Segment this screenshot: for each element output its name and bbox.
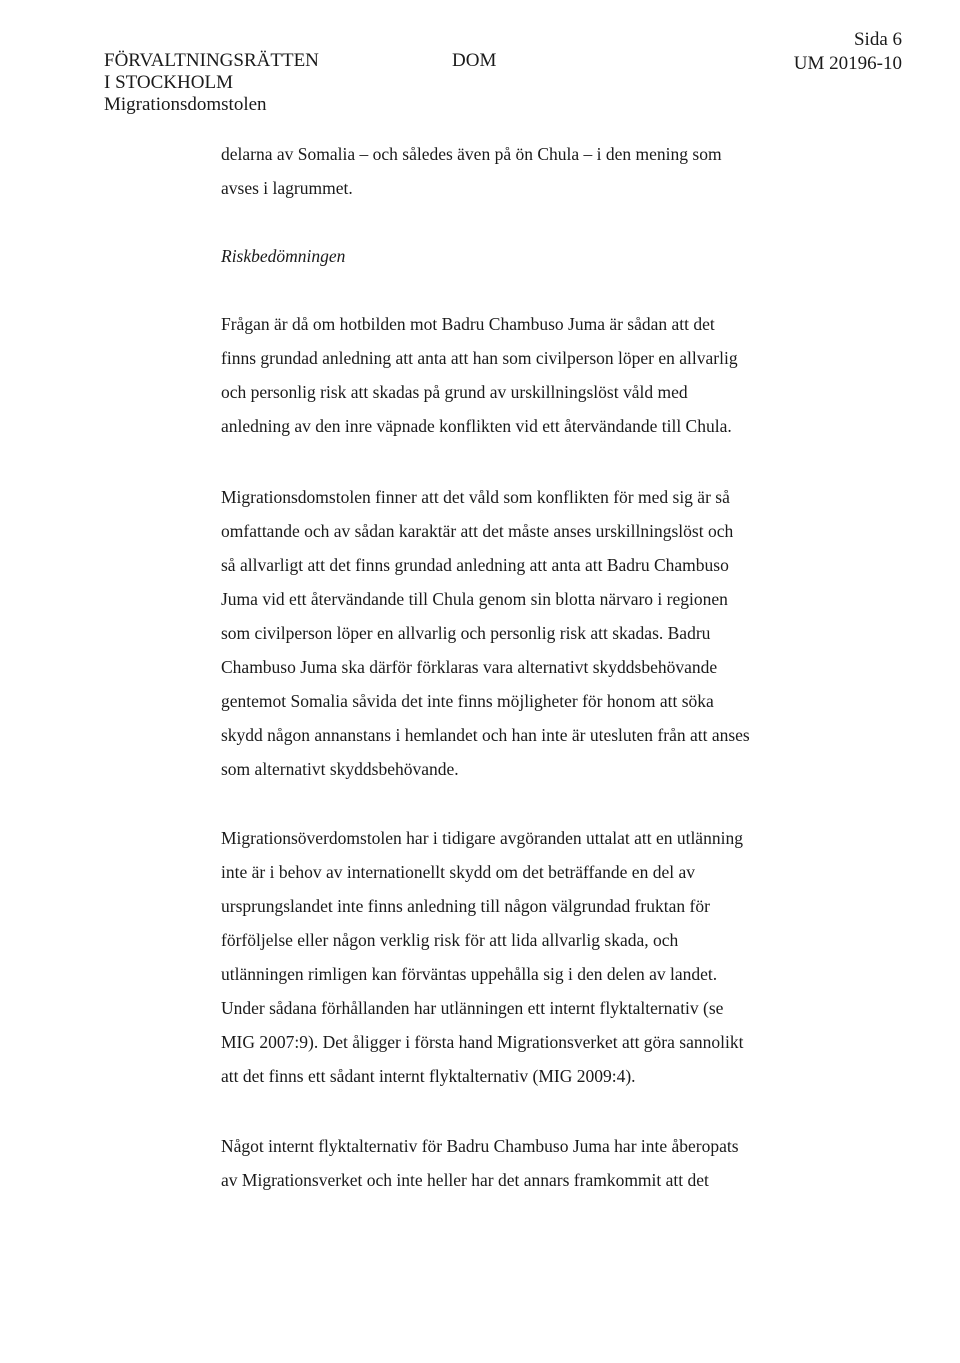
paragraph-line: finns grundad anledning att anta att han som civilperson löper en allvarlig — [221, 348, 738, 368]
paragraph-line: skydd någon annanstans i hemlandet och han inte är utesluten från att anses — [221, 725, 750, 745]
paragraph-line: av Migrationsverket och inte heller har det annars framkommit att det — [221, 1170, 709, 1190]
section-heading: Riskbedömningen — [221, 246, 346, 266]
case-number: UM 20196-10 — [793, 53, 902, 74]
paragraph-line: MIG 2007:9). Det åligger i första hand Migrationsverket att göra sannolikt — [221, 1032, 744, 1052]
paragraph-line: Frågan är då om hotbilden mot Badru Chambuso Juma är sådan att det — [221, 314, 715, 334]
paragraph-line: ursprungslandet inte finns anledning till någon välgrundad fruktan för — [221, 896, 710, 916]
paragraph-line: utlänningen rimligen kan förväntas uppehålla sig i den delen av landet. — [221, 964, 718, 984]
paragraph-line: Juma vid ett återvändande till Chula genom sin blotta närvaro i regionen — [221, 589, 728, 609]
paragraph-line: Något internt flyktalternativ för Badru Chambuso Juma har inte åberopats — [221, 1136, 739, 1156]
paragraph-line: Migrationsdomstolen finner att det våld som konflikten för med sig är så — [221, 487, 730, 507]
court-division: Migrationsdomstolen — [104, 94, 267, 115]
intro-line: delarna av Somalia – och således även på ön Chula – i den mening som — [221, 144, 722, 164]
paragraph-line: anledning av den inre väpnade konflikten vid ett återvändande till Chula. — [221, 416, 732, 436]
page-number: Sida 6 — [853, 29, 902, 50]
paragraph-line: inte är i behov av internationellt skydd om det beträffande en del av — [221, 862, 695, 882]
paragraph-line: att det finns ett sådant internt flyktalternativ (MIG 2009:4). — [221, 1066, 636, 1086]
page-info-block — [790, 28, 902, 76]
paragraph-line: som civilperson löper en allvarlig och personlig risk att skadas. Badru — [221, 623, 711, 643]
paragraph-line: och personlig risk att skadas på grund av urskillningslöst våld med — [221, 382, 688, 402]
paragraph-line: omfattande och av sådan karaktär att det måste anses urskillningslöst och — [221, 521, 734, 541]
paragraph-line: gentemot Somalia såvida det inte finns möjligheter för honom att söka — [221, 691, 714, 711]
court-name-line2: I STOCKHOLM — [104, 72, 233, 93]
intro-line: avses i lagrummet. — [221, 178, 353, 198]
paragraph-line: så allvarligt att det finns grundad anledning att anta att Badru Chambuso — [221, 555, 729, 575]
court-name-block — [104, 50, 319, 116]
paragraph-line: Migrationsöverdomstolen har i tidigare avgöranden uttalat att en utlänning — [221, 828, 743, 848]
court-name-line1: FÖRVALTNINGSRÄTTEN — [104, 50, 319, 71]
paragraph-line: som alternativt skyddsbehövande. — [221, 759, 459, 779]
paragraph-line: förföljelse eller någon verklig risk för att lida allvarlig skada, och — [221, 930, 679, 950]
paragraph-line: Under sådana förhållanden har utlänningen ett internt flyktalternativ (se — [221, 998, 724, 1018]
paragraph-line: Chambuso Juma ska därför förklaras vara alternativt skyddsbehövande — [221, 657, 718, 677]
document-type: DOM — [452, 50, 497, 71]
